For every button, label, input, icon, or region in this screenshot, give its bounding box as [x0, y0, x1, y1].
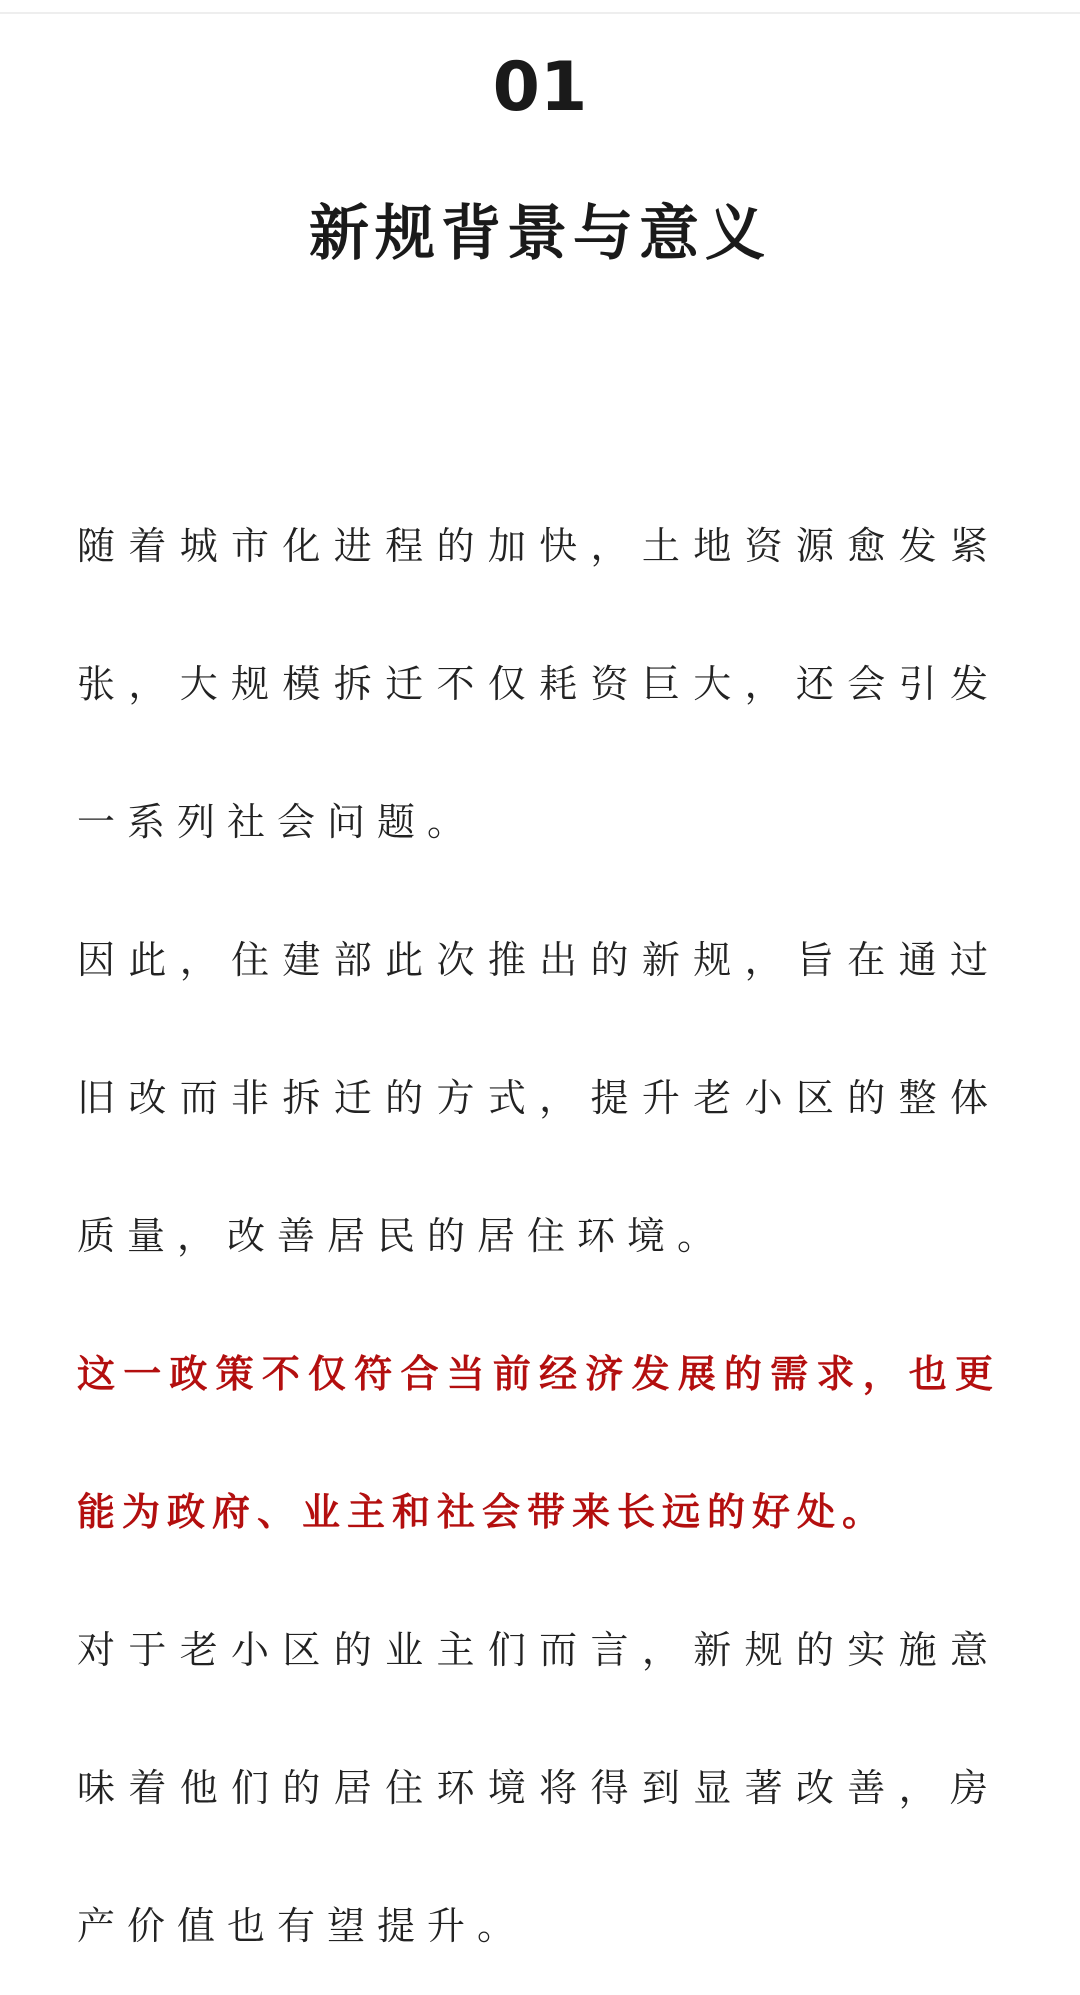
- paragraph-highlight: 这一政策不仅符合当前经济发展的需求，也更能为政府、业主和社会带来长远的好处。: [77, 1352, 1000, 1534]
- article-body: [77, 477, 1000, 1995]
- paragraph-background: 随着城市化进程的加快，土地资源愈发紧张，大规模拆迁不仅耗资巨大，还会引发一系列社会问题。: [77, 524, 1000, 844]
- section-title: 新规背景与意义: [309, 199, 771, 269]
- paragraph-purpose: 因此，住建部此次推出的新规，旨在通过旧改而非拆迁的方式，提升老小区的整体质量，改善居民的居住环境。: [77, 938, 1000, 1258]
- paragraph-owners: 对于老小区的业主们而言，新规的实施意味着他们的居住环境将得到显著改善，房产价值也有望提升。: [77, 1628, 1000, 1948]
- section-number: 01: [492, 48, 588, 127]
- top-divider: [0, 12, 1080, 14]
